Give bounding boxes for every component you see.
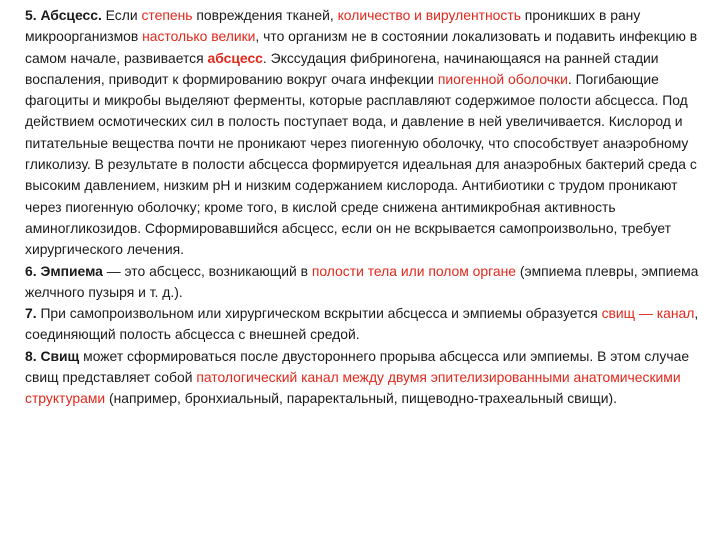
highlight-term: настолько велики (142, 28, 256, 45)
text-run: , соединяющий полость абсцесса с внешней средой. (25, 305, 699, 343)
highlight-term: свищ — канал (601, 305, 695, 322)
heading-fistula: 8. Свищ (25, 347, 80, 364)
text-run: проникших в рану микроорганизмов (25, 7, 641, 45)
highlight-term-bold: абсцесс (207, 49, 263, 66)
highlight-term: патологический канал между двумя эпителизированными анатомическими структурами (25, 369, 681, 407)
paragraph-fistula (25, 346, 705, 410)
paragraph-abscess (25, 5, 705, 261)
text-run: повреждения тканей, (192, 7, 338, 23)
heading-abscess: 5. Абсцесс. (25, 7, 102, 23)
text-run: . Экссудация фибриногена, начинающаяся на ранней стадии воспаления, приводит к формированию вокруг очага инфекции (25, 49, 659, 87)
text-run: — это абсцесс, возникающий в (102, 262, 312, 279)
paragraph-opening (25, 303, 705, 346)
heading-empyema: 6. Эмпиема (25, 262, 103, 279)
text-run: может сформироваться после двустороннего прорыва абсцесса или эмпиемы. В этом случае свищ представляет собой (25, 347, 690, 386)
text-run: При самопроизвольном или хирургическом вскрытии абсцесса и эмпиемы образуется (36, 305, 602, 322)
text-run: (например, бронхиальный, параректальный, пищеводно-трахеальный свищи). (105, 390, 617, 407)
body-text (25, 5, 705, 410)
highlight-term: пиогенной оболочки (437, 70, 568, 87)
text-run: Если (101, 7, 142, 23)
text-run: . Погибающие фагоциты и микробы выделяют ферменты, которые расплавляют содержимое полости абсцесса. Под действием осмотических сил в полость поступает вода, и давление в ней увеличивается. Кислород и питательные вещества почти не проникают через пиогенную оболочку, что способствует анаэробному гликолизу. В результате в полости абсцесса формируется идеальная для анаэробных бактерий среда с высоким давлением, низким рН и низким содержанием кислорода. Антибиотики с трудом проникают через пиогенную оболочку; кроме того, в кислой среде снижена антимикробная активность аминогликозидов. Сформировавшийся абсцесс, если он не вскрывается самопроизвольно, требует хирургического лечения. (25, 70, 697, 258)
highlight-term: полости тела или полом органе (311, 262, 517, 279)
highlight-term: количество и вирулентность (337, 7, 521, 23)
highlight-term: степень (141, 7, 193, 23)
heading-item-7: 7. (25, 305, 37, 322)
text-run: , что организм не в состоянии локализовать и подавить инфекцию в самом начале, развивается (25, 28, 698, 66)
paragraph-empyema (25, 261, 705, 304)
text-run: (эмпиема плевры, эмпиема желчного пузыря и т. д.). (25, 262, 699, 300)
